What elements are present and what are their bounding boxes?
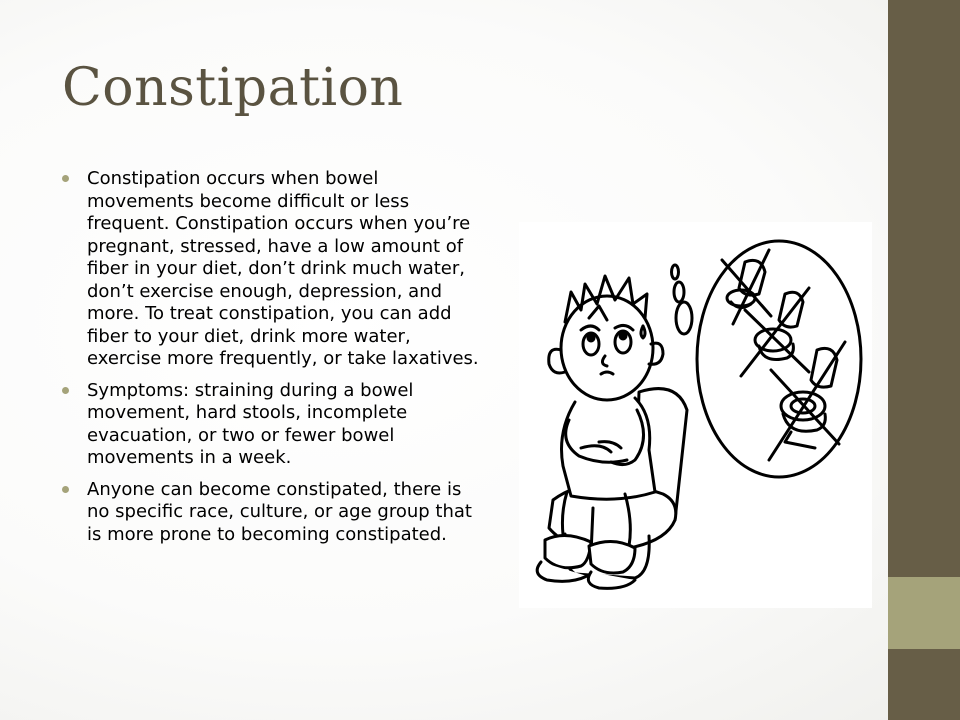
bullet-marker [62,486,69,493]
bullet-text: Constipation occurs when bowel movements become difficult or less frequent. Constipation occurs when you’re pregnant, stressed, have a low amount of fiber in your diet, don’t drink much water, don’t exercise enough, depression, and more. To treat constipation, you can add fiber to your diet, drink more water, exercise more frequently, or take laxatives. [87,168,479,369]
bullet-list [62,168,482,555]
bullet-item [62,479,482,547]
bullet-text: Anyone can become constipated, there is no specific race, culture, or age group that is more prone to becoming constipated. [87,478,472,545]
constipation-cartoon-image [519,222,872,608]
bullet-item [62,168,482,371]
bullet-item [62,380,482,470]
bullet-marker [62,175,69,182]
boy-head-icon [561,296,653,400]
bullet-marker [62,387,69,394]
cartoon-drawing [519,222,872,608]
bullet-text: Symptoms: straining during a bowel movement, hard stools, incomplete evacuation, or two or fewer bowel movements in a week. [87,379,414,468]
side-accent-block [888,577,960,649]
slide-title: Constipation [62,58,404,118]
